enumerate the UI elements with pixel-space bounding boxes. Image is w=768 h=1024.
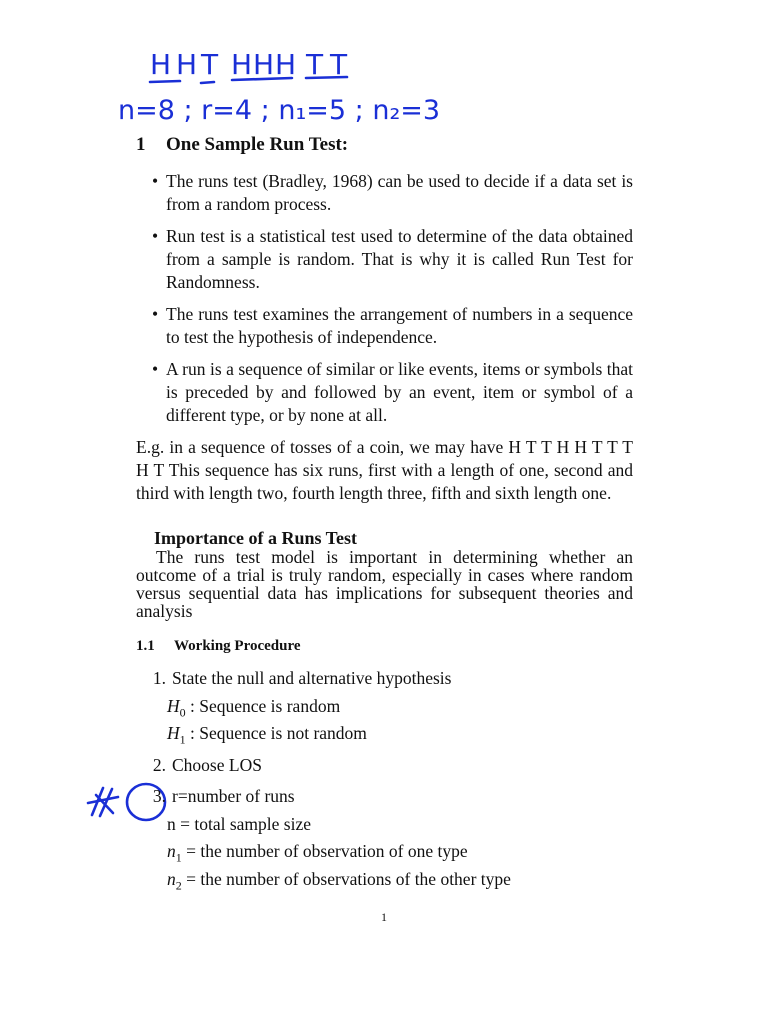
example-paragraph: E.g. in a sequence of tosses of a coin, we may have H T T H H T T T H T This sequence has six runs, first with a length of one, second and third with length two, fourth length three, fifth and sixth length one. xyxy=(136,437,633,503)
subsection-title: Working Procedure xyxy=(174,638,301,654)
handwritten-letter: H xyxy=(253,48,275,81)
handwritten-letter: H xyxy=(150,48,172,81)
procedure-step-1: 1. State the null and alternative hypothesis xyxy=(152,668,452,688)
importance-paragraph: The runs test model is important in determining whether an outcome of a trial is truly random, especially in cases where random versus sequential data has implications for subsequent theories and analysis xyxy=(136,547,633,621)
procedure-step-2: 2. Choose LOS xyxy=(152,755,262,775)
handwritten-letter: T xyxy=(330,48,348,81)
handwritten-letter: H xyxy=(231,48,253,81)
bullet-icon: • xyxy=(152,226,159,246)
bullet-item: • The runs test (Bradley, 1968) can be used to decide if a data set is from a random process. xyxy=(152,171,633,214)
page-number: 1 xyxy=(381,910,387,924)
total-sample-size-definition: n = total sample size xyxy=(167,814,311,834)
bullet-item: • Run test is a statistical test used to determine of the data obtained from a sample is random. That is why it is called Run Test for Randomness. xyxy=(152,226,633,292)
sequence-run-underlines xyxy=(150,77,347,83)
importance-heading: Importance of a Runs Test xyxy=(154,528,358,548)
section-number: 1 xyxy=(136,134,146,155)
handwritten-letter: H xyxy=(176,48,198,81)
procedure-step-3: 3. r=number of runs xyxy=(152,786,295,806)
handwritten-letter: T xyxy=(201,48,219,81)
bullet-list xyxy=(148,170,633,436)
null-hypothesis: $H_0$ : Sequence is random xyxy=(167,696,341,720)
alternative-hypothesis: $H_1$ : Sequence is not random xyxy=(167,723,367,747)
n1-definition: $n_1$ = the number of observation of one type xyxy=(167,841,468,865)
bullet-icon: • xyxy=(152,171,159,191)
bullet-item: • The runs test examines the arrangement of numbers in a sequence to test the hypothesis of independence. xyxy=(152,304,633,347)
section-heading xyxy=(136,134,348,156)
star-mark-icon xyxy=(88,788,118,816)
handwritten-sequence xyxy=(150,48,348,81)
bullet-item: • A run is a sequence of similar or like events, items or symbols that is preceded by and followed by an event, item or symbol of a different type, or by none at all. xyxy=(152,359,633,425)
handwritten-letter: H xyxy=(275,48,297,81)
handwritten-letter: T xyxy=(306,48,324,81)
section-title: One Sample Run Test: xyxy=(166,134,349,155)
n2-definition: $n_2$ = the number of observations of the other type xyxy=(167,869,511,893)
handwritten-params: n=8 ; r=4 ; n₁=5 ; n₂=3 xyxy=(118,95,441,126)
bullet-icon: • xyxy=(152,304,159,324)
subsection-heading xyxy=(136,638,301,655)
bullet-icon: • xyxy=(152,359,159,379)
subsection-number: 1.1 xyxy=(136,638,155,654)
